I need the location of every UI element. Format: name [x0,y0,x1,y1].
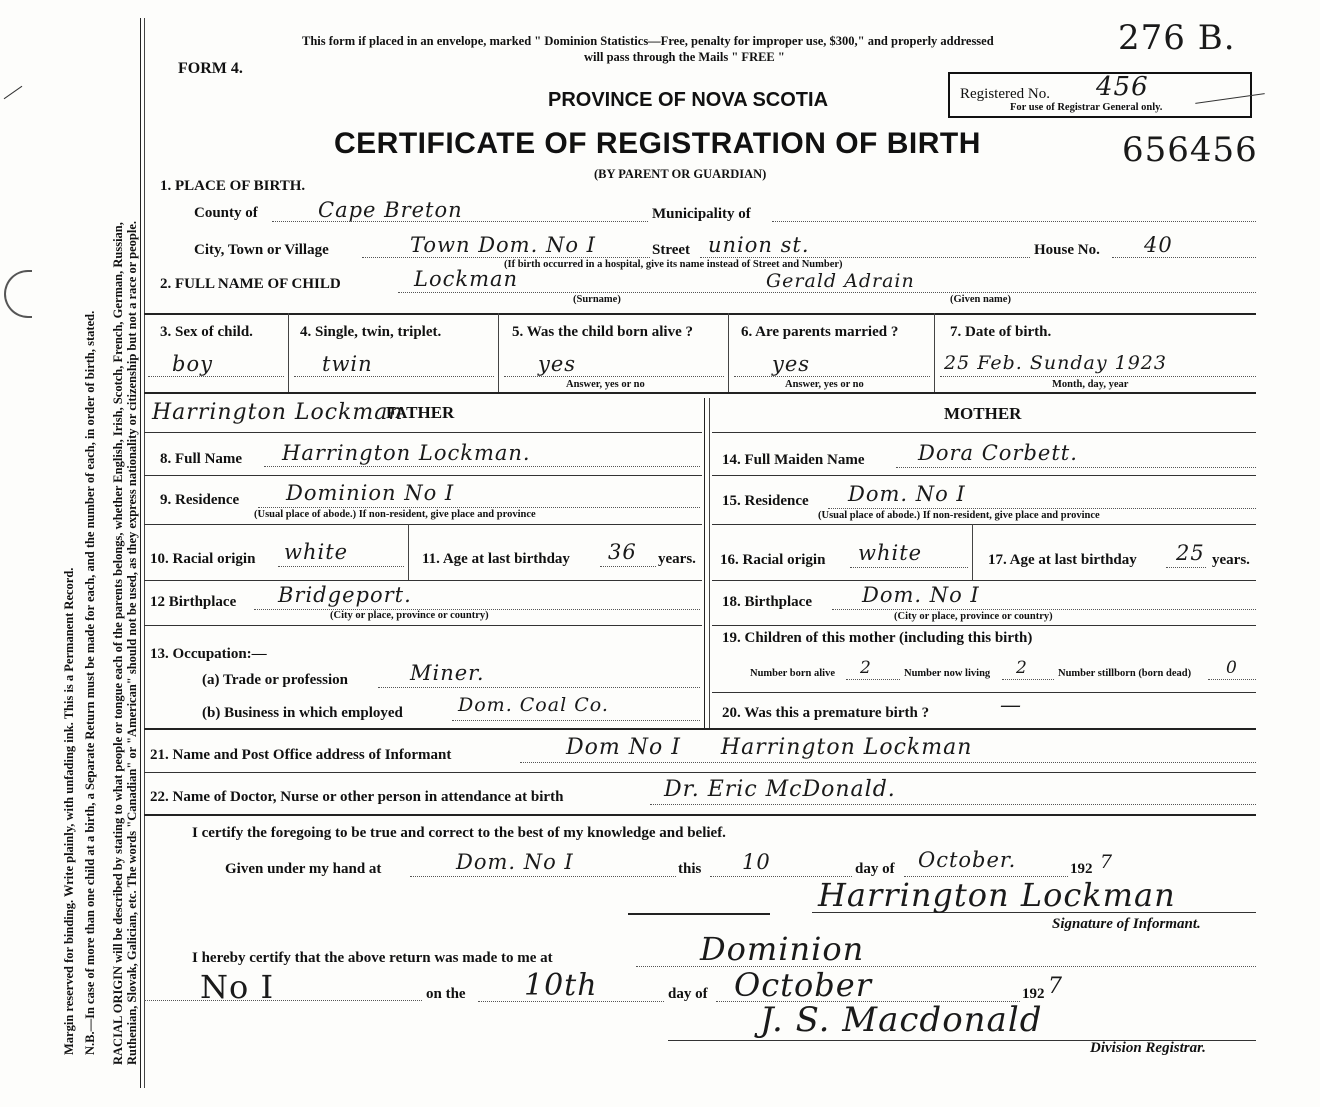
mother-birthplace-label: 18. Birthplace [722,594,812,610]
doctor-label: 22. Name of Doctor, Nurse or other person in attendance at birth [150,789,564,805]
registration-place-line [636,966,1256,967]
registered-number-box [948,72,1252,118]
registered-number-label: Registered No. [960,86,1050,102]
father-header-handwritten: Harrington Lockman [152,400,404,425]
registrar-statement: I hereby certify that the above return was made to me at [192,950,553,966]
facts-divider-1 [288,313,289,392]
parents-column-divider [704,398,705,728]
business-value: Dom. Coal Co. [458,694,609,716]
sex-line [148,376,284,377]
signature-short-rule [628,913,770,915]
trade-line [378,687,700,688]
stillborn-count-label: Number stillborn (born dead) [1058,668,1192,679]
registration-year-prefix: 192 [1022,986,1045,1002]
business-line [452,720,700,721]
plurality-label: 4. Single, twin, triplet. [300,324,442,340]
mother-residence-label: 15. Residence [722,493,809,509]
mother-racial-age-divider [972,524,973,580]
father-heading-rule [144,432,702,433]
registration-place: Dominion [700,930,865,968]
registration-day-of-label: day of [668,986,708,1002]
surname-caption: (Surname) [573,294,621,305]
municipality-label: Municipality of [652,206,751,222]
parents-married-label: 6. Are parents married ? [741,324,899,340]
given-day-value: 10 [742,850,771,874]
mail-notice-free: will pass through the Mails " FREE " [584,50,785,64]
margin-rule [140,18,141,1088]
parents-married-value: yes [772,352,811,376]
living-count: 2 [1016,658,1028,678]
mother-name-value: Dora Corbett. [918,441,1078,465]
corner-stroke-mark [4,86,23,99]
father-birthplace-label: 12 Birthplace [150,594,237,610]
date-of-birth-line [940,376,1256,377]
father-name-label: 8. Full Name [160,451,243,467]
trade-value: Miner. [410,661,485,685]
facts-divider-3 [728,313,729,392]
mother-age-value: 25 [1176,541,1205,565]
father-age-value: 36 [608,540,637,564]
born-alive-count-line [846,679,900,680]
registration-place-cont-line [144,1000,422,1001]
premature-value: — [1000,693,1022,717]
premature-label: 20. Was this a premature birth ? [722,705,930,721]
father-racial-line [278,566,404,567]
mother-residence-value: Dom. No I [848,482,966,506]
father-rule-2 [144,524,702,525]
margin-rule-inner [144,18,145,1088]
child-name-label: 2. FULL NAME OF CHILD [160,276,341,292]
mother-age-unit: years. [1212,552,1250,568]
city-line [362,257,650,258]
born-alive-line [504,376,724,377]
children-of-mother-label: 19. Children of this mother (including this birth) [722,630,1033,646]
file-reference-handwritten: 276 B. [1118,18,1236,58]
province-heading: PROVINCE OF NOVA SCOTIA [548,89,829,111]
facts-top-rule [144,313,1256,315]
informant-bottom-rule [144,772,1256,773]
informant-label: 21. Name and Post Office address of Informant [150,747,452,763]
father-birthplace-value: Bridgeport. [278,583,412,607]
informant-line [520,762,1256,763]
born-alive-count: 2 [860,658,872,678]
registrar-signature: J. S. Macdonald [760,1000,1043,1040]
registration-month: October [734,966,872,1004]
father-birthplace-caption: (City or place, province or country) [330,610,489,621]
registration-day: 10th [524,968,598,1003]
mother-heading-rule [712,432,1256,433]
child-name-line [398,292,1256,293]
informant-top-rule [144,728,1256,730]
occupation-label: 13. Occupation:— [150,646,267,662]
informant-value: Dom No I Harrington Lockman [566,735,973,760]
father-age-label: 11. Age at last birthday [422,551,570,567]
mother-name-label: 14. Full Maiden Name [722,452,865,468]
father-racial-label: 10. Racial origin [150,551,256,567]
father-racial-age-divider [408,524,409,580]
given-place-value: Dom. No I [456,850,574,874]
house-number-line [1112,257,1256,258]
born-alive-value: yes [538,352,577,376]
mother-residence-line [828,508,1256,509]
mother-age-line [1166,567,1206,568]
mother-heading: MOTHER [944,404,1022,423]
child-surname: Lockman [414,267,519,291]
informant-signature-caption: Signature of Informant. [1052,916,1201,932]
facts-divider-4 [934,313,935,392]
mother-birthplace-value: Dom. No I [862,583,980,607]
given-month-value: October. [918,848,1017,872]
mother-racial-value: white [858,541,923,565]
margin-note-separate-return: N.B.—In case of more than one child at a birth, a Separate Return must be made for each, and the number of each, in order of birth, stated. [83,310,97,1055]
day-of-label: day of [855,861,895,877]
mother-rule-2 [712,524,1256,525]
mother-age-label: 17. Age at last birthday [988,552,1137,568]
parents-column-divider-inner [709,398,710,728]
mail-notice: This form if placed in an envelope, marked " Dominion Statistics—Free, penalty for improper use, $300," and properly addressed [302,34,994,48]
city-value: Town Dom. No I [410,233,596,257]
registrar-only-note: For use of Registrar General only. [1010,102,1163,113]
mother-rule-3 [712,580,1256,581]
sex-value: boy [172,352,213,376]
margin-note-binding: Margin reserved for binding. Write plainly, with unfading ink. This is a Permanent Record. [62,567,76,1055]
father-rule-1 [144,475,702,476]
mother-residence-caption: (Usual place of abode.) If non-resident, give place and province [818,510,1100,521]
certification-statement: I certify the foregoing to be true and correct to the best of my knowledge and belief. [192,825,726,841]
mother-rule-4 [712,625,1256,626]
registrar-signature-caption: Division Registrar. [1090,1040,1206,1056]
registration-year-digit: 7 [1048,974,1063,999]
born-alive-caption: Answer, yes or no [566,379,645,390]
street-label: Street [652,242,691,258]
given-year-digit: 7 [1100,851,1114,873]
registered-number-value: 456 [1096,72,1149,102]
on-the-label: on the [426,986,466,1002]
city-label: City, Town or Village [194,242,329,258]
punch-mark [4,270,32,318]
father-residence-value: Dominion No I [286,481,455,505]
date-of-birth-label: 7. Date of birth. [950,324,1052,340]
street-line [700,257,1030,258]
certificate-title: CERTIFICATE OF REGISTRATION OF BIRTH [334,127,981,160]
given-name-caption: (Given name) [950,294,1011,305]
father-name-line [264,466,700,467]
mother-birthplace-line [832,609,1256,610]
house-number-label: House No. [1034,242,1100,258]
mother-rule-1 [712,475,1256,476]
born-alive-label: 5. Was the child born alive ? [512,324,693,340]
living-count-label: Number now living [904,668,991,679]
given-under-hand-label: Given under my hand at [225,861,382,877]
born-alive-count-label: Number born alive [750,668,835,679]
father-name-value: Harrington Lockman. [282,441,531,465]
certificate-subtitle: (BY PARENT OR GUARDIAN) [594,167,767,181]
facts-bottom-rule [144,392,1256,394]
trade-label: (a) Trade or profession [202,672,348,688]
father-residence-label: 9. Residence [160,492,240,508]
margin-note-racial-origin: RACIAL ORIGIN will be described by stating to what people or tongue each of the parents belongs, whether English, Irish, Scotch, French, German, Russian, [111,222,125,1065]
mother-racial-line [850,567,968,568]
mother-birthplace-caption: (City or place, province or country) [894,611,1053,622]
margin-note-racial-origin-cont: Ruthenian, Slovak, Galician, etc. The words "Canadian" or "American" should not be used, as they express nationality or citizenship but not a race or people. [125,220,139,1065]
registration-place-cont: No I [200,968,275,1006]
given-place-line [410,876,676,877]
plurality-line [294,376,494,377]
father-residence-caption: (Usual place of abode.) If non-resident, give place and province [254,509,536,520]
date-of-birth-caption: Month, day, year [1052,379,1129,390]
form-number: FORM 4. [178,60,243,77]
given-year-prefix: 192 [1070,861,1093,877]
house-number-value: 40 [1144,233,1173,257]
sex-label: 3. Sex of child. [160,324,253,340]
date-of-birth-value: 25 Feb. Sunday 1923 [944,352,1167,374]
child-given-name: Gerald Adrain [766,270,915,292]
certificate-number-handwritten: 656456 [1122,130,1258,170]
county-label: County of [194,205,258,221]
hospital-note: (If birth occurred in a hospital, give its name instead of Street and Number) [504,259,843,270]
doctor-line [650,804,1256,805]
father-residence-line [258,507,700,508]
stillborn-count: 0 [1226,658,1238,678]
father-age-line [600,566,656,567]
father-age-unit: years. [658,551,696,567]
this-label: this [678,861,702,877]
living-count-line [1002,679,1054,680]
plurality-value: twin [322,352,373,376]
informant-signature: Harrington Lockman [818,876,1176,914]
parents-married-line [734,376,930,377]
father-racial-value: white [284,540,349,564]
father-heading: FATHER [386,403,455,422]
doctor-bottom-rule [144,814,1256,816]
street-value: union st. [708,233,810,257]
doctor-value: Dr. Eric McDonald. [664,777,896,802]
business-label: (b) Business in which employed [202,705,403,721]
place-of-birth-heading: 1. PLACE OF BIRTH. [160,178,306,194]
mother-racial-label: 16. Racial origin [720,552,826,568]
parents-married-caption: Answer, yes or no [785,379,864,390]
mother-rule-5 [712,692,1256,693]
facts-divider-2 [498,313,499,392]
municipality-line [772,221,1256,222]
father-rule-4 [144,625,702,626]
county-value: Cape Breton [318,198,463,222]
stillborn-count-line [1208,679,1256,680]
father-rule-3 [144,580,702,581]
mother-name-line [896,467,1256,468]
